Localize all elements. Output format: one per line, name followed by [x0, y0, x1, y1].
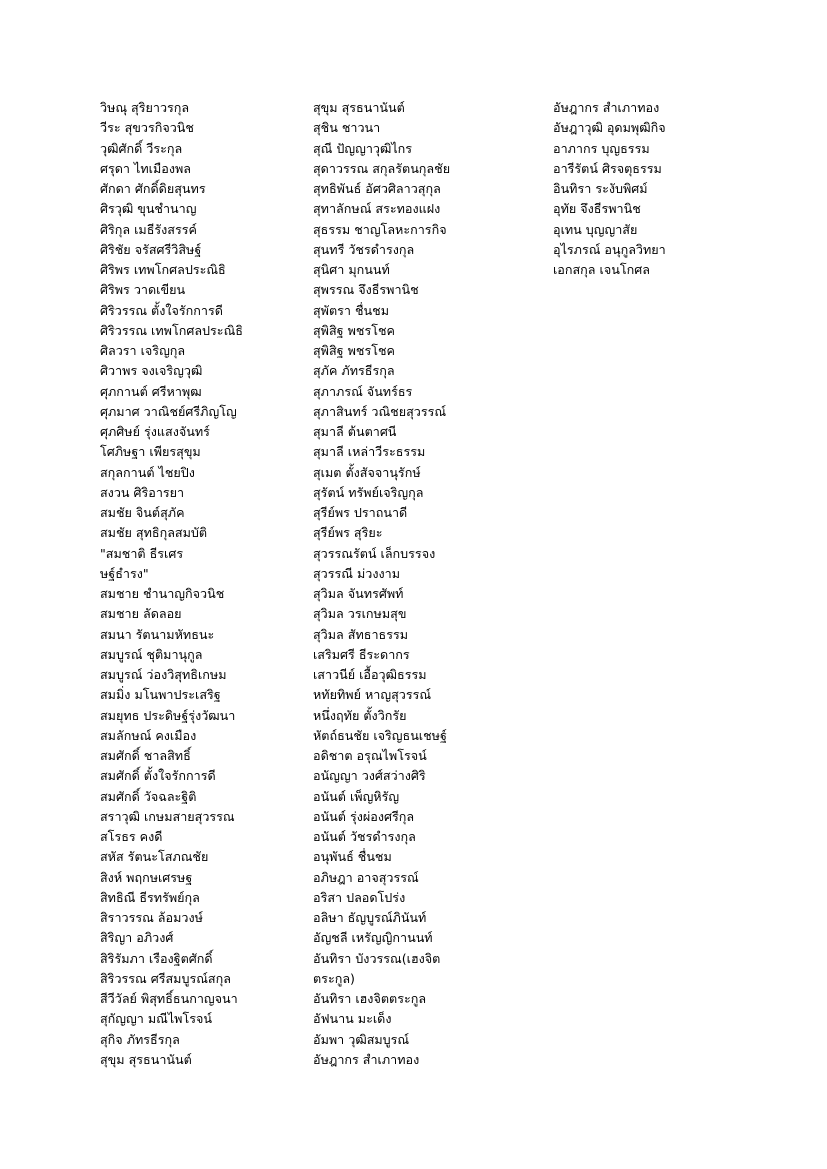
name-entry: สมมิ่ง มโนพาประเสริฐ — [100, 687, 221, 703]
name-entry: สมลักษณ์ คงเมือง — [100, 727, 197, 743]
name-entry: ตระกูล) — [313, 970, 355, 986]
name-entry: อดิชาต อรุณไพโรจน์ — [313, 748, 427, 763]
name-entry: สุกิจ ภัทรธีรกุล — [100, 1031, 180, 1047]
name-entry: อารีรัตน์ ศิรจตุธรรม — [553, 160, 662, 176]
name-entry: ศุภมาศ วาณิชย์ศรีภิญโญ — [100, 403, 237, 419]
name-entry: ศุภศิษย์ รุ่งแสงจันทร์ — [100, 424, 210, 439]
name-entry: ศิริพร เทพโกศลประณิธิ — [100, 262, 226, 277]
name-entry: สุพิสิฐ พชรโชค — [313, 322, 395, 338]
name-entry: ศิริวรรณ เทพโกศลประณิธิ — [100, 322, 243, 338]
name-entry: อนันต์ รุ่งผ่องศรีกุล — [313, 808, 415, 824]
name-entry: สุภาภรณ์ จันทร์ธร — [313, 383, 413, 399]
name-entry: สุดาวรรณ สกุลรัตนกุลชัย — [313, 160, 451, 176]
name-entry: อาภากร บุญธรรม — [553, 140, 650, 156]
name-entry: สุทาลักษณ์ สระทองแฝง — [313, 201, 441, 217]
name-entry: อัญชลี เหรัญญิกานนท์ — [313, 930, 433, 946]
name-entry: อนันต์ วัชรดำรงกุล — [313, 829, 416, 844]
name-entry: สหัส รัตนะโสภณชัย — [100, 849, 209, 865]
name-entry: หทัยทิพย์ หาญสุวรรณ์ — [313, 687, 432, 703]
name-entry: อัมพา วุฒิสมบูรณ์ — [313, 1031, 410, 1047]
name-entry: อุไรภรณ์ อนุกูลวิทยา — [553, 241, 666, 257]
name-entry: อริสา ปลอดโปร่ง — [313, 889, 406, 905]
name-entry: สุธรรม ชาญโลหะการกิจ — [313, 221, 447, 237]
name-entry: เสาวนีย์ เอื้อวุฒิธรรม — [313, 667, 427, 682]
name-entry: สิทธิณี ธีรทรัพย์กุล — [100, 889, 200, 905]
name-entry: วีระ สุขวรกิจวนิช — [100, 120, 194, 136]
name-entry: อนัญญา วงศ์สว่างศิริ — [313, 768, 426, 784]
name-entry: สมชาย ชำนาญกิจวนิช — [100, 586, 225, 601]
name-entry: ศิรวุฒิ ขุนชำนาญ — [100, 201, 197, 217]
name-entry: สงวน ศิริอารยา — [100, 484, 185, 500]
name-entry: สุวรรณรัตน์ เล็กบรรจง — [313, 545, 436, 561]
name-entry: สมชัย จินต์สุภัค — [100, 505, 185, 520]
name-column-1 — [100, 98, 305, 1070]
name-entry: สุมาลี เหล่าวีระธรรม — [313, 444, 426, 460]
name-entry: ศิริพร วาดเขียน — [100, 282, 186, 298]
name-entry: ศิริวรรณ ตั้งใจรักการดี — [100, 302, 223, 318]
name-entry: สโรธร คงดี — [100, 829, 163, 844]
name-entry: หัตถ์ธนชัย เจริญธนเชษฐ์ — [313, 727, 447, 743]
name-entry: อัษฎากร สำเภาทอง — [553, 100, 660, 115]
name-entry: สุพิสิฐ พชรโชค — [313, 343, 395, 358]
name-entry: สุวรรณี ม่วงงาม — [313, 565, 401, 581]
name-entry: อภิษฎา อาจสุวรรณ์ — [313, 869, 419, 885]
name-entry: อุทัย จึงธีรพานิช — [553, 201, 641, 217]
name-entry: สุพัตรา ชื่นชม — [313, 302, 390, 318]
name-entry: วุฒิศักดิ์ วีระกุล — [100, 140, 183, 156]
name-entry: สิริวรรณ ศรีสมบูรณ์สกุล — [100, 970, 231, 986]
name-entry: อุเทน บุญญาสัย — [553, 221, 638, 237]
name-entry: ศักดา ศักดิ์ดิยสุนทร — [100, 181, 206, 196]
name-entry: สราวุฒิ เกษมสายสุวรรณ — [100, 808, 235, 824]
name-entry: สุชิน ชาวนา — [313, 120, 381, 136]
name-entry: สุขุม สุรธนานันต์ — [100, 1051, 192, 1067]
name-entry: สิราวรรณ ล้อมวงษ์ — [100, 910, 203, 925]
name-entry: อันทิรา บังวรรณ(เฮงจิต — [313, 950, 441, 966]
name-entry: สุกัญญา มณีไพโรจน์ — [100, 1011, 212, 1027]
name-entry: ศิริกุล เมธีรังสรรค์ — [100, 221, 197, 237]
name-entry: อนุพันธ์ ชื่นชม — [313, 849, 392, 865]
name-entry: สุวิมล วรเกษมสุข — [313, 606, 407, 622]
name-entry: "สมชาติ ธีรเศร — [100, 545, 184, 561]
name-entry: สมศักดิ์ ชาลสิทธิ์ — [100, 748, 191, 763]
name-entry: ษฐ์ธำรง" — [100, 565, 149, 581]
name-entry: สุรัตน์ ทรัพย์เจริญกุล — [313, 484, 424, 500]
name-entry: สมยุทธ ประดิษฐ์รุ่งวัฒนา — [100, 707, 236, 723]
name-entry: สมชัย สุทธิกุลสมบัติ — [100, 525, 208, 541]
name-entry: สกุลกานต์ ไชยปิง — [100, 464, 195, 480]
name-column-2 — [313, 98, 538, 1070]
name-entry: สุวิมล จันทรศัพท์ — [313, 586, 404, 601]
name-entry: สุวิมล สัทธาธรรม — [313, 626, 409, 642]
name-entry: สุรีย์พร สุริยะ — [313, 525, 383, 541]
name-entry: ศรุดา ไทเมืองพล — [100, 160, 191, 176]
name-entry: สีวีวัลย์ พิสุทธิ์ธนกาญจนา — [100, 991, 238, 1006]
name-entry: สุนิศา มุกนนท์ — [313, 262, 390, 277]
name-column-3 — [553, 98, 753, 280]
name-entry: สุมาลี ต้นตาศนี — [313, 424, 397, 439]
name-entry: สุพรรณ จึงธีรพานิช — [313, 282, 419, 298]
name-entry: สุนทรี วัชรดำรงกุล — [313, 241, 415, 257]
name-entry: อัฟนาน มะเด็ง — [313, 1011, 392, 1027]
name-entry: สิริรัมภา เรืองฐิตศักดิ์ — [100, 950, 213, 966]
name-entry: สมศักดิ์ วัจฉละฐิติ — [100, 788, 197, 804]
name-entry: สมนา รัตนามหัทธนะ — [100, 626, 215, 642]
name-entry: สุขุม สุรธนานันต์ — [313, 100, 405, 115]
name-entry: อนันต์ เพ็ญหิรัญ — [313, 788, 400, 804]
name-entry: สุทธิพันธ์ อัศวศิลาวสุกุล — [313, 181, 441, 196]
name-entry: หนึ่งฤทัย ตั้งวิกรัย — [313, 707, 407, 723]
name-entry: สมศักดิ์ ตั้งใจรักการดี — [100, 768, 216, 784]
name-entry: อันทิรา เฮงจิตตระกูล — [313, 991, 427, 1006]
name-entry: สุภาสินทร์ วณิชยสุวรรณ์ — [313, 403, 447, 419]
name-entry: เสริมศรี ธีระดากร — [313, 646, 410, 662]
name-entry: โศภิษฐา เพียรสุขุม — [100, 444, 201, 460]
name-entry: วิษณุ สุริยาวรกุล — [100, 100, 190, 115]
name-entry: สมบูรณ์ ชุติมานุกูล — [100, 646, 203, 662]
name-entry: สุภัค ภัทรธีรกุล — [313, 363, 395, 379]
name-entry: สมชาย ลัดลอย — [100, 606, 182, 622]
name-entry: อัษฎากร สำเภาทอง — [313, 1051, 420, 1067]
name-entry: อัษฎาวุฒิ อุดมพุฒิกิจ — [553, 120, 666, 136]
name-entry: เอกสกุล เจนโกศล — [553, 262, 650, 277]
name-entry: อลิษา ธัญบูรณ์ภินันท์ — [313, 910, 427, 925]
name-entry: สุรีย์พร ปราถนาดี — [313, 505, 408, 520]
name-entry: สุเมต ตั้งสัจจานุรักษ์ — [313, 464, 421, 480]
name-entry: สิริญา อภิวงศ์ — [100, 930, 174, 946]
name-entry: ศิริชัย จรัสศรีวิสิษฐ์ — [100, 241, 202, 257]
name-entry: ศุภกานต์ ศรีหาพุฒ — [100, 383, 202, 399]
name-entry: ศิลวรา เจริญกุล — [100, 343, 186, 358]
name-entry: ศิวาพร จงเจริญวุฒิ — [100, 363, 203, 379]
name-entry: สิงห์ พฤกษเศรษฐ — [100, 869, 193, 885]
name-entry: สุณี ปัญญาวุฒิไกร — [313, 140, 413, 156]
name-entry: สมบูรณ์ ว่องวิสุทธิเกษม — [100, 667, 227, 682]
name-entry: อินทิรา ระงับพิศม์ — [553, 181, 648, 196]
